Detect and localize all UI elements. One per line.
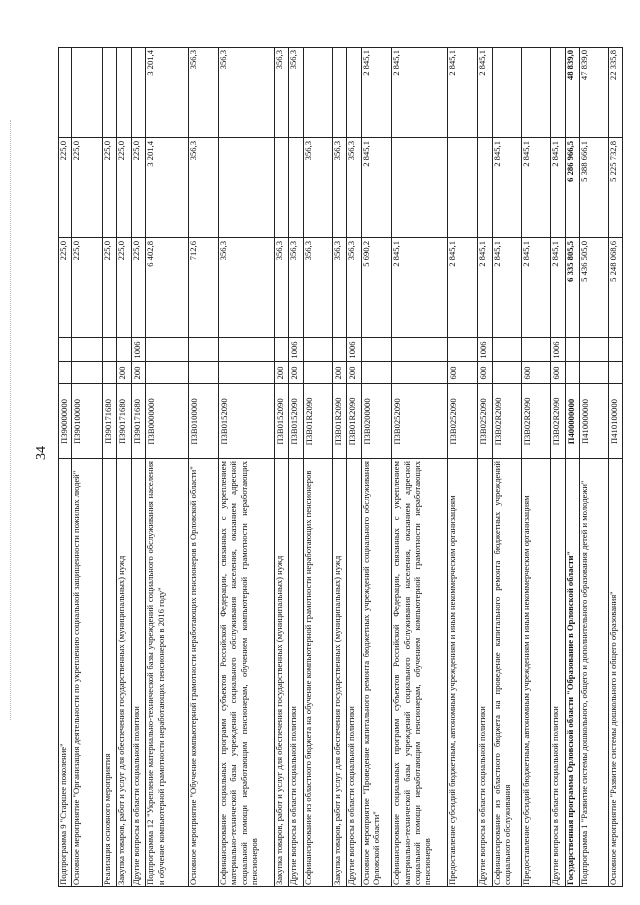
- table-cell-v1: 2 845,1: [550, 241, 561, 267]
- table-cell-grp: [58, 362, 71, 384]
- table-cell-v3: 2 845,1: [391, 50, 402, 76]
- table-cell-v2: 356,3: [346, 141, 357, 161]
- table-cell-v2: 2 845,1: [550, 141, 561, 167]
- table-cell-grp: 600: [522, 366, 533, 380]
- table-cell-name: Другие вопросы в области социальной политики: [130, 706, 141, 885]
- table-cell-grp: [391, 362, 447, 384]
- table-cell-v1: 225,0: [101, 241, 112, 261]
- table-cell-sub: [332, 338, 347, 362]
- table-cell-v2: [274, 138, 289, 238]
- table-cell-sub: [145, 338, 187, 362]
- table-cell-name: Другие вопросы в области социальной политики: [477, 706, 488, 885]
- table-cell-v1: 6 402,8: [145, 241, 156, 267]
- table-cell-v2: 356,3: [331, 141, 342, 161]
- table-cell-v2: 356,3: [302, 141, 313, 161]
- table-cell-code: П3В01R2090: [332, 397, 343, 446]
- table-cell-v2: [391, 138, 447, 238]
- table-cell-v3: 2 845,1: [447, 50, 458, 76]
- table-cell-sub: [102, 338, 117, 362]
- table-cell-v3: 356,3: [273, 50, 284, 70]
- table-cell-code: П3В01R2090: [303, 397, 314, 446]
- column-divider: [58, 458, 623, 459]
- table-cell-v2: [288, 138, 303, 238]
- table-cell-code: П390171680: [131, 399, 142, 444]
- table-cell-v2: 5 225 732,8: [608, 141, 619, 182]
- table-cell-code: П3В02R2090: [493, 397, 503, 446]
- table-cell-code: П3В0252090: [448, 398, 459, 445]
- table-cell-name: Основное мероприятие "Обучение компьютерной грамотности неработающих пенсионеров в Орловской области": [187, 466, 198, 885]
- table-cell-v1: 2 845,1: [492, 241, 502, 267]
- table-cell-code: П3В01R2090: [347, 397, 358, 446]
- table-cell-name: Предоставление субсидий бюджетным, автономным учреждениям и иным некоммерческим организациям: [447, 495, 458, 885]
- table-cell-sub: [447, 338, 477, 362]
- table-cell-v2: 5 388 666,1: [579, 141, 590, 182]
- table-cell-v1: 356,3: [273, 241, 284, 261]
- table-cell-sub: [521, 338, 550, 362]
- table-cell-v1: 225,0: [71, 241, 82, 261]
- table-cell-grp: [218, 362, 274, 384]
- table-cell-v3: 2 845,1: [477, 50, 488, 76]
- table-cell-grp: 200: [274, 366, 285, 380]
- table-cell-v3: [492, 47, 521, 138]
- table-cell-v1: 6 335 805,5: [564, 241, 575, 282]
- table-cell-v1: 225,0: [116, 241, 127, 261]
- table-cell-v3: 47 839,0: [579, 50, 590, 81]
- table-cell-sub: [58, 338, 71, 362]
- table-cell-name: Софинансирование социальных программ субъектов Российской Федерации, связанных с укреплением материально-технической базы учреждений социального обслуживания населения, оказанием адресной социальной помощи неработающим пенсионерам, обучением компьютерной грамотности неработающих пенсионеров: [391, 461, 433, 885]
- table-cell-v3: [346, 47, 361, 138]
- table-cell-code: П410000000: [580, 399, 591, 444]
- table-cell-name: Софинансирование социальных программ субъектов Российской Федерации, связанных с укреплением материально-технической базы учреждений социального обслуживания населения, оказанием адресной социальной помощи неработающим пенсионерам, обучением компьютерной грамотности неработающих пенсионеров: [218, 461, 259, 885]
- table-cell-code: П3В0152090: [219, 398, 230, 445]
- column-divider: [58, 237, 623, 238]
- table-cell-v2: 6 286 966,5: [564, 141, 575, 182]
- table-cell-sub: [116, 338, 131, 362]
- table-cell-v3: [71, 47, 101, 138]
- table-cell-grp: 200: [131, 366, 142, 380]
- table-cell-grp: [361, 362, 391, 384]
- table-cell-grp: 200: [347, 366, 358, 380]
- table-cell-v3: 3 201,4: [145, 50, 156, 76]
- table-cell-v3: [131, 47, 146, 138]
- table-cell-v3: [58, 47, 71, 138]
- table-cell-v2: 2 845,1: [361, 141, 371, 167]
- table-cell-name: Подпрограмма 9 "Старшее поколение": [58, 743, 68, 885]
- table-cell-v1: 5 436 505,0: [579, 241, 590, 282]
- table-cell-name: Софинансирование из областного бюджета на обучение компьютерной грамотности неработающих пенсионеров: [302, 470, 313, 885]
- table-cell-v2: [477, 138, 492, 238]
- table-cell-v1: 356,3: [218, 241, 229, 261]
- table-cell-sub: [303, 338, 332, 362]
- table-cell-v2: 225,0: [101, 141, 112, 161]
- table-cell-name: Основное мероприятие "Проведение капитального ремонта бюджетных учреждений социального обслуживания Орловской области": [361, 461, 382, 885]
- table-cell-code: П390171680: [117, 399, 128, 444]
- table-cell-grp: [188, 362, 218, 384]
- table-cell-grp: [565, 362, 580, 384]
- table-cell-code: П3В0252090: [478, 398, 489, 445]
- table-cell-v2: 356,3: [187, 141, 198, 161]
- table-cell-name: Основное мероприятие "Организация деятельности по укреплению социальной защищенности пожилых людей": [71, 470, 82, 885]
- table-cell-name: Другие вопросы в области социальной политики: [346, 706, 357, 885]
- table-cell-v3: [550, 47, 565, 138]
- table-cell-v3: [102, 47, 117, 138]
- table-cell-code: П3В0200000: [362, 398, 372, 445]
- table-cell-grp: 200: [117, 366, 128, 380]
- table-cell-v1: 2 845,1: [447, 241, 458, 267]
- table-cell-sub: [579, 338, 608, 362]
- table-cell-v1: 2 845,1: [391, 241, 402, 267]
- column-divider: [58, 137, 623, 138]
- table-cell-code: П410100000: [609, 399, 620, 444]
- page-number: 34: [34, 446, 49, 460]
- table-cell-grp: 600: [478, 366, 489, 380]
- table-cell-v2: 2 845,1: [521, 141, 532, 167]
- table-cell-v2: 225,0: [58, 141, 68, 161]
- table-cell-v3: 356,3: [218, 50, 229, 70]
- table-cell-code: П390171680: [102, 399, 113, 444]
- table-cell-grp: [608, 362, 623, 384]
- column-divider: [58, 337, 623, 338]
- table-cell-v2: [447, 138, 477, 238]
- table-cell-v3: [521, 47, 550, 138]
- table-cell-grp: [492, 362, 521, 384]
- table-cell-grp: 200: [332, 366, 343, 380]
- table-cell-v3: 356,3: [187, 50, 198, 70]
- table-cell-v1: 356,3: [302, 241, 313, 261]
- table-cell-name: Другие вопросы в области социальной политики: [550, 706, 561, 885]
- table-cell-v2: 225,0: [116, 141, 127, 161]
- table-cell-v2: [218, 138, 274, 238]
- table-cell-v3: 22 335,8: [608, 50, 619, 81]
- table-cell-sub: [218, 338, 274, 362]
- table-cell-name: Другие вопросы в области социальной политики: [288, 706, 299, 885]
- table-cell-name: Государственная программа Орловской области "Образование в Орловской области": [564, 550, 575, 885]
- table-cell-name: Софинансирование из областного бюджета на проведение капитального ремонта бюджетных учреждений социального обслуживания: [492, 461, 513, 885]
- table-cell-sub: [71, 338, 101, 362]
- table-cell-v1: 5 690,2: [361, 241, 371, 267]
- table-cell-grp: 600: [551, 366, 562, 380]
- column-divider: [58, 383, 623, 384]
- table-cell-name: Подпрограмма 12 "Укрепление материально-технической базы учреждений социального обслуживания населения и обучение компьютерной грамотности неработающих пенсионеров в 2016 году": [145, 461, 166, 885]
- table-cell-v3: [303, 47, 332, 138]
- table-cell-v1: 356,3: [346, 241, 357, 261]
- table-cell-sub: [565, 338, 580, 362]
- table-cell-sub: [608, 338, 623, 362]
- table-cell-v1: 225,0: [130, 241, 141, 261]
- table-cell-grp: 200: [289, 366, 300, 380]
- table-cell-name: Предоставление субсидий бюджетным, автономным учреждениям и иным некоммерческим организациям: [521, 495, 532, 885]
- table-cell-v3: [332, 47, 347, 138]
- column-divider: [58, 361, 623, 362]
- table-cell-sub: [361, 338, 391, 362]
- table-cell-sub: [391, 338, 447, 362]
- table-cell-grp: [145, 362, 187, 384]
- table-cell-sub: [274, 338, 289, 362]
- table-cell-v1: 356,3: [288, 241, 299, 261]
- table-cell-grp: [303, 362, 332, 384]
- table-cell-code: П3В0152090: [289, 398, 300, 445]
- table-cell-code: П400000000: [565, 398, 576, 445]
- table-cell-sub: 1006: [289, 341, 300, 359]
- table-cell-v1: 5 248 068,6: [608, 241, 619, 282]
- table-cell-v1: 712,6: [187, 241, 198, 261]
- table-cell-name: Основное мероприятие "Развитие системы дошкольного и общего образования": [608, 591, 619, 885]
- table-cell-v1: 2 845,1: [477, 241, 488, 267]
- table-cell-v3: [116, 47, 131, 138]
- table-cell-sub: 1006: [347, 341, 358, 359]
- table-cell-code: П3В02R2090: [522, 397, 533, 446]
- table-cell-v3: 356,3: [288, 50, 299, 70]
- table-cell-code: П3В0152090: [274, 398, 285, 445]
- table-cell-grp: 600: [448, 366, 459, 380]
- table-cell-grp: [579, 362, 608, 384]
- table-cell-name: Закупка товаров, работ и услуг для обеспечения государственных (муниципальных) нужд: [116, 555, 127, 885]
- table-cell-name: Закупка товаров, работ и услуг для обеспечения государственных (муниципальных) нужд: [273, 555, 284, 885]
- table-cell-code: П390000000: [59, 399, 69, 444]
- table-cell-code: П3В02R2090: [551, 397, 562, 446]
- table-cell-name: Закупка товаров, работ и услуг для обеспечения государственных (муниципальных) нужд: [331, 555, 342, 885]
- table-cell-sub: [492, 338, 521, 362]
- table-cell-code: П3В0252090: [392, 398, 403, 445]
- table-cell-v1: 225,0: [58, 241, 68, 261]
- table-cell-grp: [102, 362, 117, 384]
- table-cell-sub: 1006: [478, 341, 489, 359]
- table-cell-v1: 356,3: [331, 241, 342, 261]
- table-cell-sub: 1006: [131, 341, 142, 359]
- table-cell-v2: 3 201,4: [145, 141, 156, 167]
- table-cell-code: П3В0100000: [188, 398, 199, 445]
- table-cell-v1: 2 845,1: [521, 241, 532, 267]
- binding-margin-line: [10, 120, 12, 720]
- table-cell-v2: 225,0: [71, 141, 82, 161]
- table-cell-v2: 225,0: [130, 141, 141, 161]
- budget-table: [58, 47, 623, 887]
- table-cell-sub: 1006: [551, 341, 562, 359]
- table-cell-sub: [188, 338, 218, 362]
- table-cell-name: Подпрограмма 1 "Развитие системы дошкольного, общего и дополнительного образования детей и молодежи": [579, 480, 590, 885]
- table-cell-code: П390100000: [72, 399, 83, 444]
- table-cell-v3: 2 845,1: [361, 50, 371, 76]
- table-cell-v3: 48 839,0: [564, 50, 575, 81]
- table-cell-code: П3В0000000: [146, 398, 157, 445]
- table-cell-v2: 2 845,1: [492, 141, 502, 167]
- table-cell-grp: [71, 362, 101, 384]
- table-cell-name: Реализация основного мероприятия: [101, 753, 112, 885]
